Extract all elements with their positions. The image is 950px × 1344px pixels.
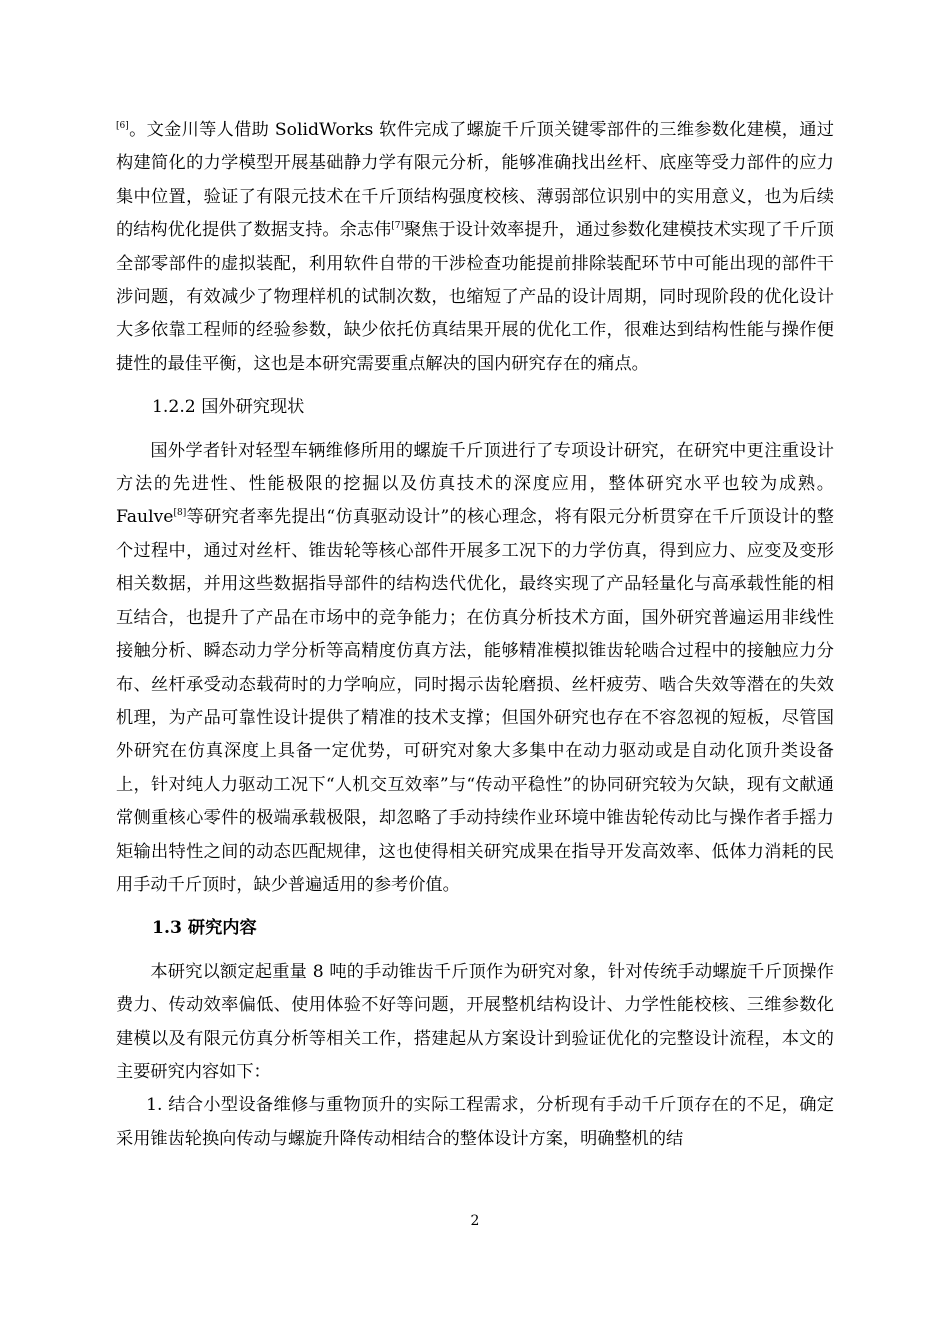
citation-ref: [7] <box>391 221 404 232</box>
paragraph-domestic-research: [6]。文金川等人借助 SolidWorks 软件完成了螺旋千斤顶关键零部件的三维参数化建模，通过构建简化的力学模型开展基础静力学有限元分析，能够准确找出丝杆、底座等受力部件的应力集中位置，验证了有限元技术在千斤顶结构强度校核、薄弱部位识别中的实用意义，也为后续的结构优化提供了数据支持。余志伟[7]聚焦于设计效率提升，通过参数化建模技术实现了千斤顶全部零部件的虚拟装配，利用软件自带的干涉检查功能提前排除装配环节中可能出现的部件干涉问题，有效减少了物理样机的试制次数，也缩短了产品的设计周期，同时现阶段的优化设计大多依靠工程师的经验参数，缺少依托仿真结果开展的优化工作，很难达到结构性能与操作便捷性的最佳平衡，这也是本研究需要重点解决的国内研究存在的痛点。 <box>116 120 834 374</box>
citation-ref: [8] <box>173 508 187 519</box>
page-number: 2 <box>470 1213 480 1229</box>
body-text <box>116 114 834 1156</box>
paragraph-research-content: 本研究以额定起重量 8 吨的手动锥齿千斤顶作为研究对象，针对传统手动螺旋千斤顶操作费力、传动效率偏低、使用体验不好等问题，开展整机结构设计、力学性能校核、三维参数化建模以及有限元仿真分析等相关工作，搭建起从方案设计到验证优化的完整设计流程，本文的主要研究内容如下： <box>116 961 834 1082</box>
section-heading-1-2-2: 1.2.2 国外研究现状 <box>152 397 305 418</box>
list-item-1: 1. 结合小型设备维修与重物顶升的实际工程需求，分析现有手动千斤顶存在的不足，确定采用锥齿轮换向传动与螺旋升降传动相结合的整体设计方案，明确整机的结 <box>116 1095 834 1149</box>
citation-ref: [6] <box>116 121 129 131</box>
paragraph-foreign-research: 国外学者针对轻型车辆维修所用的螺旋千斤顶进行了专项设计研究，在研究中更注重设计方法的先进性、性能极限的挖掘以及仿真技术的深度应用，整体研究水平也较为成熟。Faulve[8]等研究者率先提出“仿真驱动设计”的核心理念，将有限元分析贯穿在千斤顶设计的整个过程中，通过对丝杆、锥齿轮等核心部件开展多工况下的力学仿真，得到应力、应变及变形相关数据，并用这些数据指导部件的结构迭代优化，最终实现了产品轻量化与高承载性能的相互结合，也提升了产品在市场中的竞争能力；在仿真分析技术方面，国外研究普遍运用非线性接触分析、瞬态动力学分析等高精度仿真方法，能够精准模拟锥齿轮啮合过程中的接触应力分布、丝杆承受动态载荷时的力学响应，同时揭示齿轮磨损、丝杆疲劳、啮合失效等潜在的失效机理，为产品可靠性设计提供了精准的技术支撑；但国外研究也存在不容忽视的短板，尽管国外研究在仿真深度上具备一定优势，可研究对象大多集中在动力驱动或是自动化顶升类设备上，针对纯人力驱动工况下“人机交互效率”与“传动平稳性”的协同研究较为欠缺，现有文献通常侧重核心零件的极端承载极限，却忽略了手动持续作业环境中锥齿轮传动比与操作者手摇力矩输出特性之间的动态匹配规律，这也使得相关研究成果在指导开发高效率、低体力消耗的民用手动千斤顶时，缺少普遍适用的参考价值。 <box>116 440 834 895</box>
section-heading-1-3: 1.3 研究内容 <box>152 918 257 939</box>
